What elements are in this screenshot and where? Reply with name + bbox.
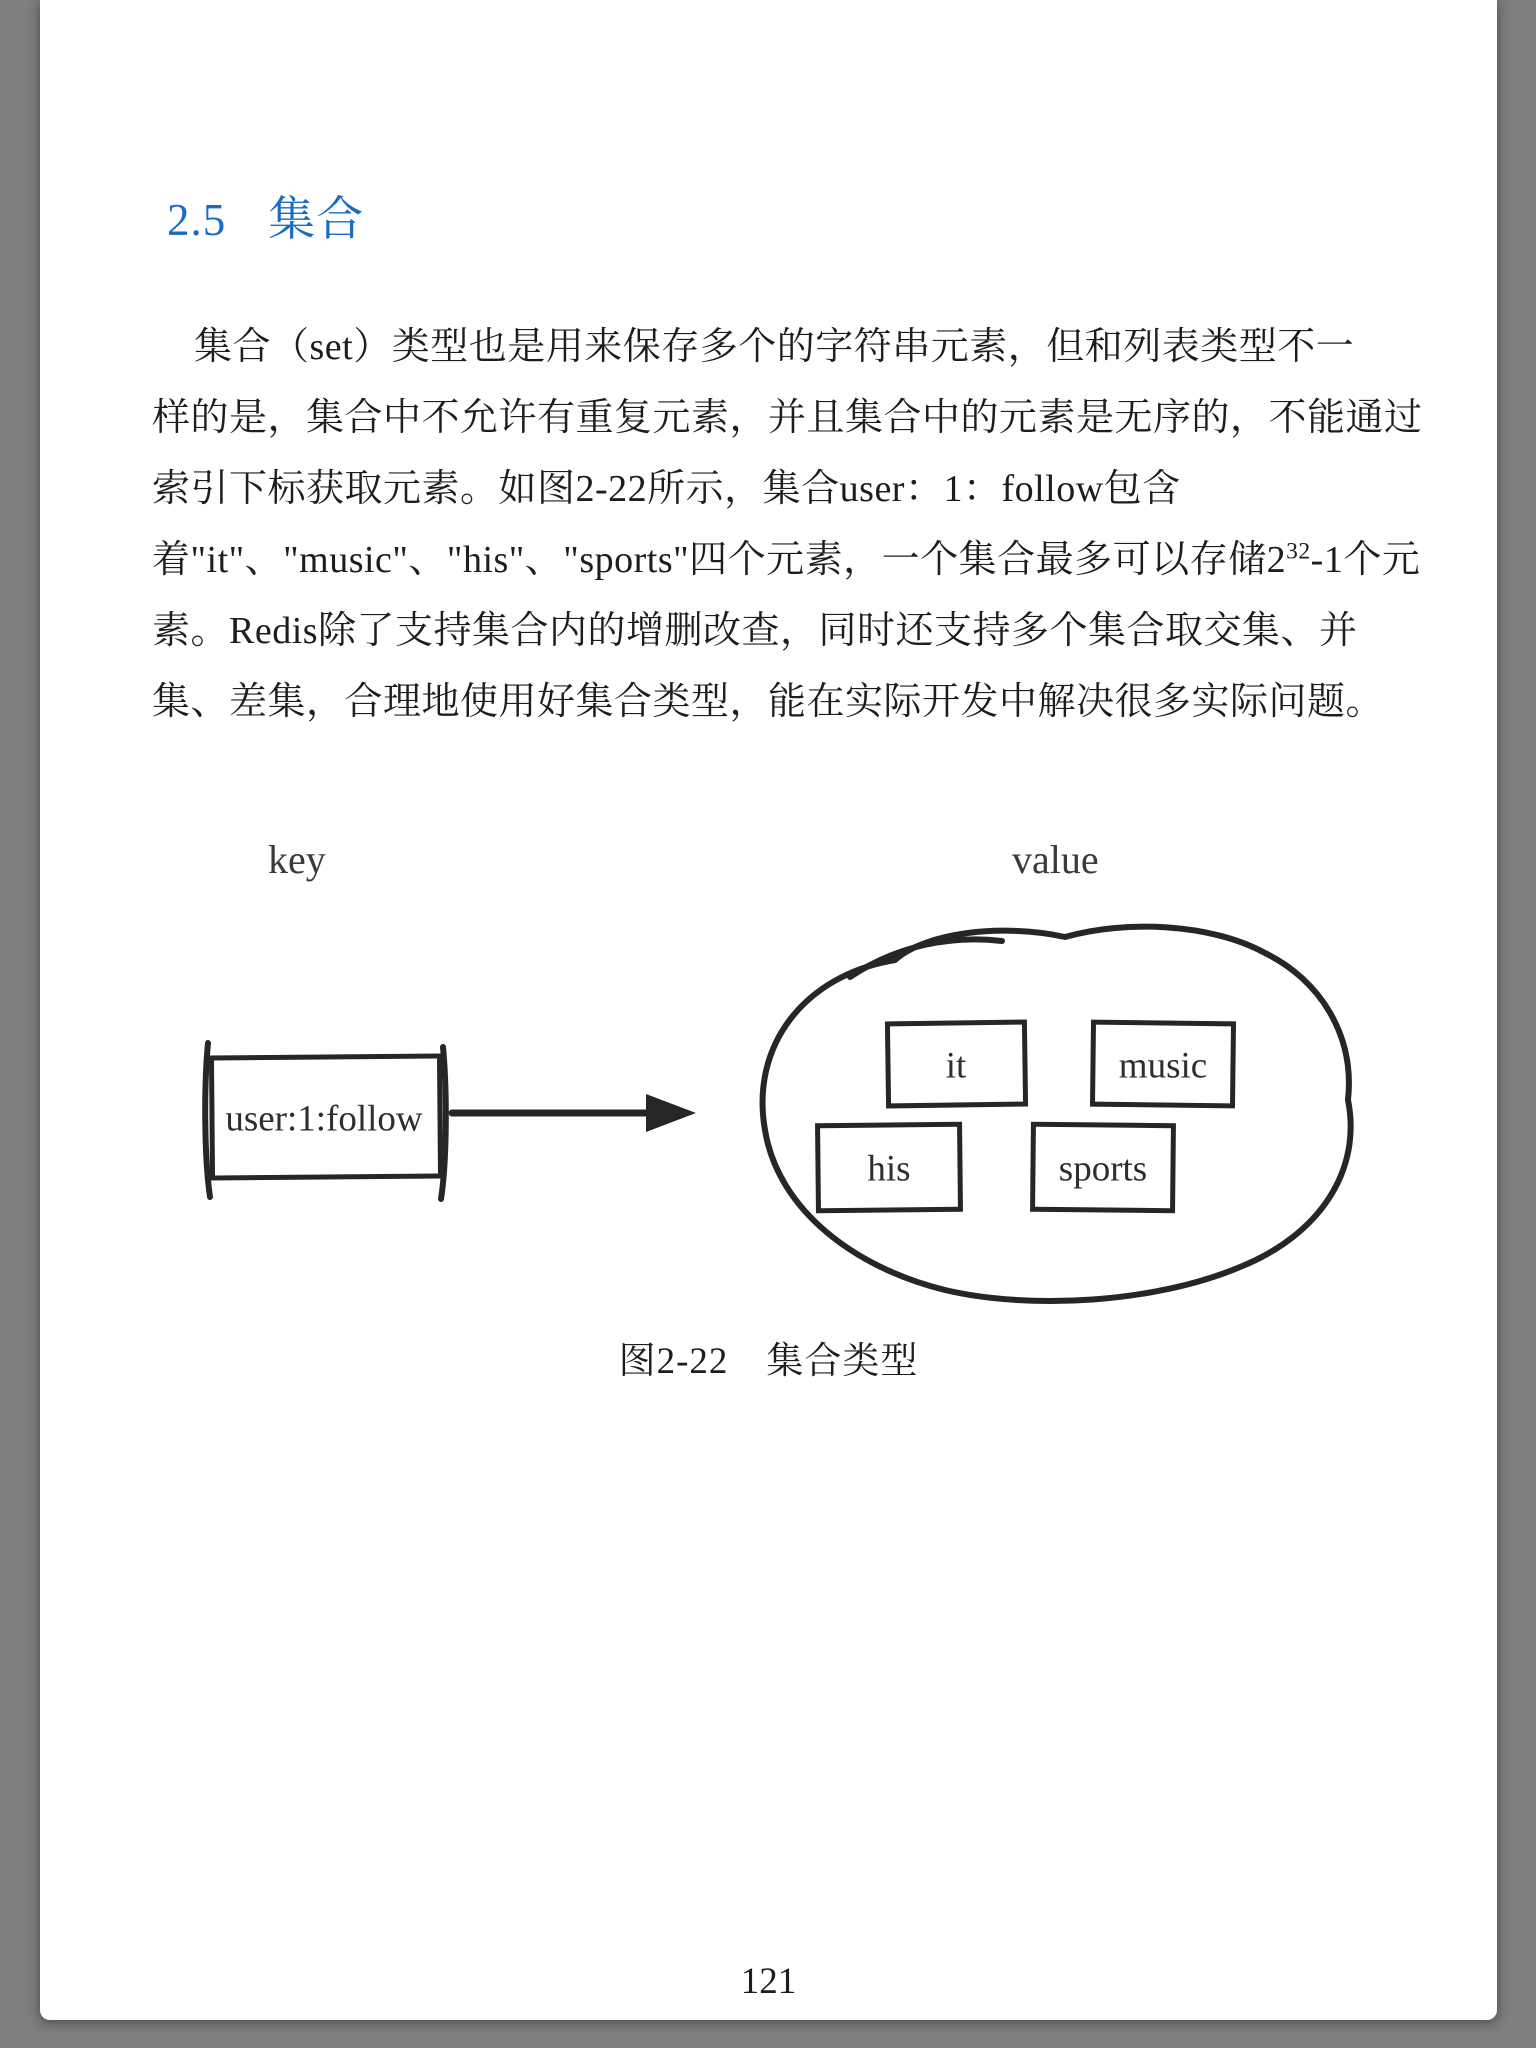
set-member-label: it [945,1045,967,1087]
paragraph-line: 集合（set）类型也是用来保存多个的字符串元素，但和列表类型不一 [194,326,1355,368]
set-diagram [150,915,1420,1325]
book-page [40,0,1497,2020]
line4-text: 着"it"、"music"、"his"、"sports"四个元素，一个集合最多可以存储2 [152,539,1287,581]
key-box [205,1043,446,1199]
paragraph-line [152,525,1421,596]
paragraph [152,312,1423,738]
paragraph-line: 样的是，集合中不允许有重复元素，并且集合中的元素是无序的，不能通过 [152,397,1423,439]
section-title: 集合 [268,194,365,246]
paragraph-line: 素。Redis除了支持集合内的增删改查，同时还支持多个集合取交集、并 [152,610,1358,652]
line4-text-end: -1个元 [1310,539,1421,581]
set-blob [763,927,1351,1301]
figure-key-label: key [268,837,326,882]
page-number: 121 [740,1961,797,2002]
arrow-icon [452,1094,696,1132]
set-member-it [887,1022,1025,1106]
set-member-label: music [1118,1045,1208,1087]
paragraph-line: 索引下标获取元素。如图2-22所示，集合user：1：follow包含 [152,468,1181,510]
key-box-text: user:1:follow [225,1098,423,1140]
set-member-label: his [867,1148,911,1190]
section-heading [167,182,364,249]
paragraph-line: 集、差集，合理地使用好集合类型，能在实际开发中解决很多实际问题。 [152,681,1385,723]
section-number: 2.5 [167,195,227,245]
figure-value-label: value [1012,837,1099,882]
set-member-his [818,1124,961,1210]
set-member-sports [1033,1124,1174,1210]
exponent: 32 [1286,538,1311,565]
set-member-label: sports [1058,1148,1148,1190]
figure-caption: 图2-22 集合类型 [618,1341,919,1382]
set-member-music [1093,1022,1234,1106]
